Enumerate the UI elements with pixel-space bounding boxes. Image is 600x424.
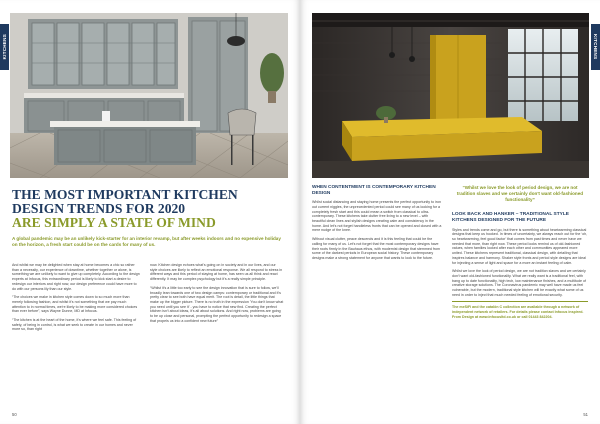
section-tab-right: KITCHENS (591, 24, 600, 70)
right-column-1 (312, 185, 442, 265)
article-headline: THE MOST IMPORTANT KITCHEN DESIGN TRENDS FOR 2020 ARE SIMPLY A STATE OF MIND (12, 187, 238, 230)
yellow-kitchen-photo (312, 13, 589, 178)
standfirst: A global pandemic may be an unlikely kick-starter for an interior revamp, but after weeks indoors and no expensive holiday on the horizon, a fresh start could be on the cards for many of us. (12, 236, 281, 248)
paragraph: Without visual clutter, peace descends and it is this feeling that could be the calling for many of us. Let's not forget that the most contemporary designs have their roots firmly in the Bauhaus ethos, with modernist design that stemmed from some of the darkest periods in European social history. These contemporary designs make a strong statement for anyone that wants to look to the future. (312, 237, 441, 260)
paragraph: “Whilst it's a little too early to see the design innovation that is sure to follow, we'll broadly lean towards one of two design camps: contemporary or traditional and it's pretty clear to see both have equal merit. The root is detail, the little things that make up the bigger picture. There is no truth in the expression 'You don't know what you need until you see it' - you have to notice that new find. Creating the perfect kitchen isn't about ideas, it's all about solutions. And right now, problems are going to be up close and personal, prompting the perfect opportunity to redesign a space that propels us into a confident new future” (150, 285, 284, 323)
section-subheading: LOOK BACK AND HANKER – TRADITIONAL STYLE KITCHENS DESIGNED FOR THE FUTURE (452, 212, 569, 223)
grey-kitchen-photo (10, 13, 288, 178)
section-tab-left: KITCHENS (0, 24, 9, 70)
page-number: 50 (12, 412, 17, 417)
paragraph: Styles and trends come and go, but there is something about heartwarming classical designs that keep us hooked. In times of uncertainty, we always reach out for the ‘oh, so heartwarming, feel good factor’ that comes from past times and never have we needed that more, than right now. These period looks remind us of old-fashioned values, when families looked after each other and communities appeared more united. These kitchens represent traditional, classical design, with detailing that inspires balance and harmony. Shaker style fronts and period style designs are ideal for injecting a sense of light and space for a more an instant feeling of calm. (452, 227, 588, 265)
paragraph: Whilst we love the look of period design, we are not tradition slaves and we certainly don't want old-fashioned functionality. What we really want is a traditional feel, with bang up to date functionality, high tech, low maintenance finishes, and a multitude of creative storage solutions. The Coronavirus pandemic may well have made us feel vulnerable, but the modern, traditional style kitchen will be exactly what some of us need in order to inject that much needed feeling of emotional security. (452, 269, 586, 297)
retailer-info-box: The meSiFi and the catalōn C collection are available through a network of independent network of retailers. For details please contact Infocus inspired. From Design at www.infocusltd.co.uk or call 01443 842204. (452, 301, 588, 319)
right-column-2 (452, 185, 588, 320)
body-column-2 (150, 263, 284, 327)
section-subheading: WHEN CONTENTMENT IS CONTEMPORARY KITCHEN DESIGN (312, 185, 436, 196)
body-column-1 (12, 263, 140, 336)
paragraph: And whilst we may be delighted when stay at home becomes a chic so rather than a necessity, our experience of downtime, whether together or alone, is something we are unlikely to want to give up completely. According to the design experts at Infocus, this extraordinary period is likely to kick start a desire to redesign our interiors and right now, our design preference could have more to do with our persons lily than our style. (12, 263, 140, 291)
paragraph: “The choices we make in kitchen style comes down to so much more than merely following fashion, and whilst it's not something that we pay much attention to in normal times, we're likely to be making more considered choices than ever before”, says Wayne Dunne, MD at Infocus. (12, 295, 138, 314)
paragraph: Whilst social distancing and staying home presents the perfect opportunity to iron out current niggles, the unprecedented period could see many of us looking for a completely fresh start and this could mean a switch from classical to ultra-contemporary. These kitchens take clutter free living to a new level – with beautiful clean lines and stylish designs creating calm and consistency in the home. And let's not forget handleless fronts that can be opened and closed with a mere nudge of the knee. (312, 200, 442, 233)
page-number: 51 (583, 412, 588, 417)
paragraph: “The kitchen is at the heart of the home, it's where we feel safe. This feeling of safety, of being in control, is what we seek to create in our homes and never more so, than right (12, 318, 137, 332)
paragraph: now. Kitchen design echoes what's going on in society and in our lives, and our style choices are likely to reflect an emotional response. We all respond to stress in different ways and this period of staying at home, has seen us all think and react differently. It may be complex psychology but it's a really simple principle. (150, 263, 283, 282)
right-page (300, 0, 600, 424)
pull-quote: “Whilst we love the look of period design, we are not tradition slaves and we certainly don't want old-fashioned functionality” (456, 185, 584, 202)
